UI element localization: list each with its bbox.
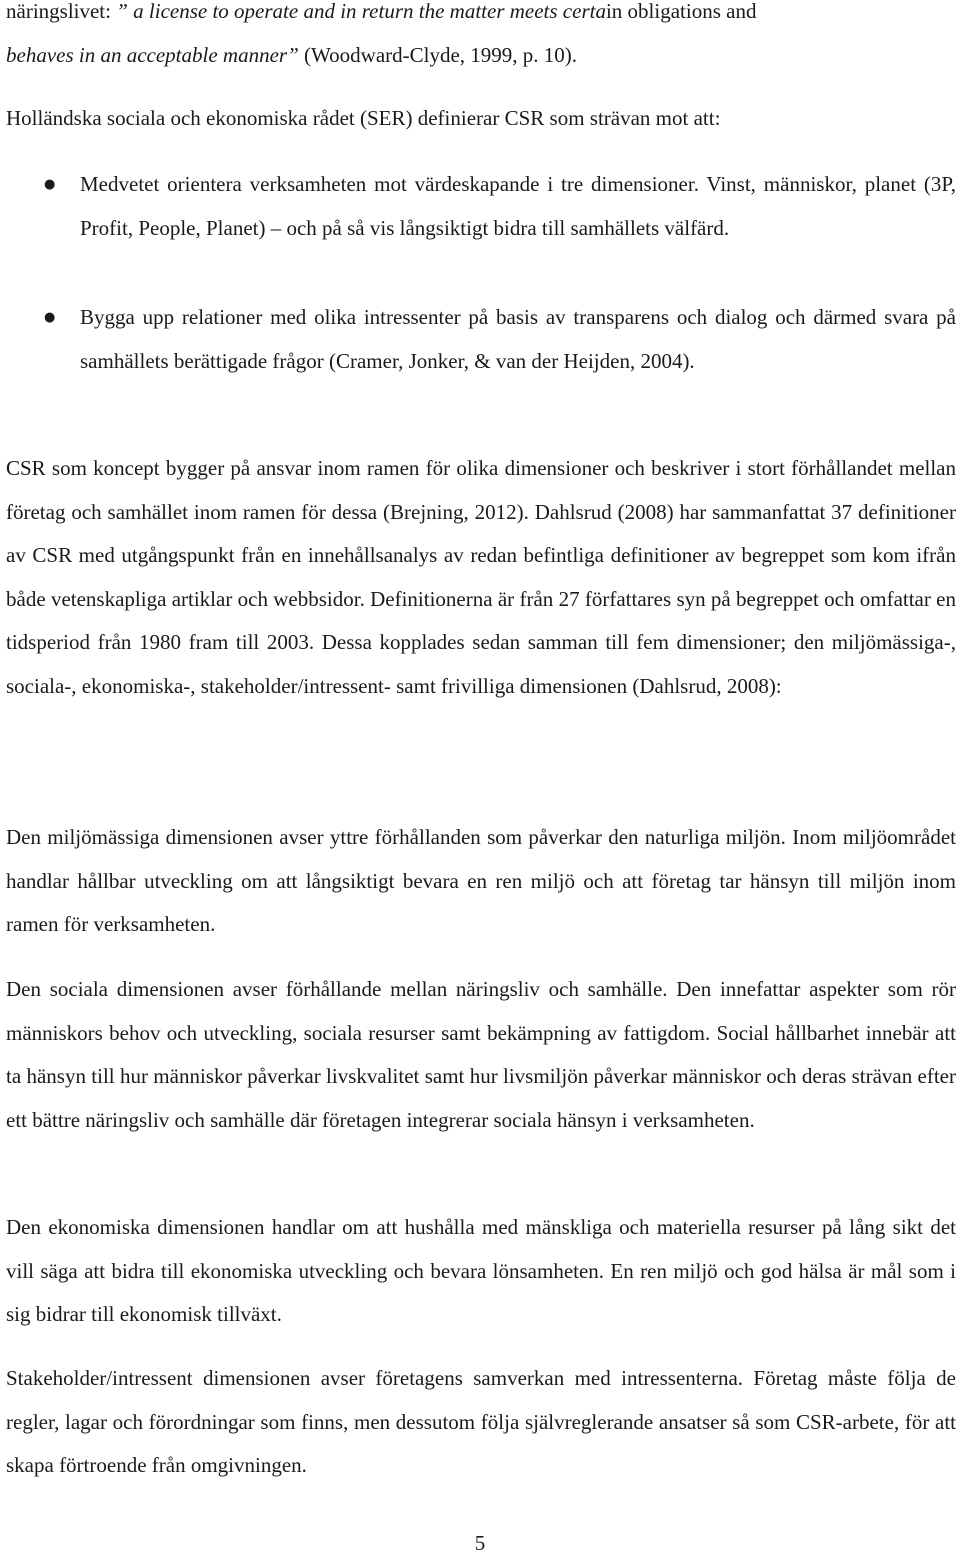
- paragraph-license-quote: [6, 0, 956, 77]
- paragraph-social-dimension: Den sociala dimensionen avser förhållande mellan näringsliv och samhälle. Den innefattar aspekter som rör människors behov och utveckling, sociala resurser samt bekämpning av fattigdom. Social hållbarhet innebär att ta hänsyn till hur människor påverkar livskvalitet samt hur livsmiljön påverkar människor och deras strävan efter ett bättre näringsliv och samhälle där företagen integrerar sociala hänsyn i verksamheten.: [6, 977, 956, 1132]
- paragraph-ser-intro: Holländska sociala och ekonomiska rådet (SER) definierar CSR som strävan mot att:: [6, 106, 721, 130]
- italic-quote: ” a license to operate and in return the matter meets certa: [116, 0, 606, 23]
- paragraph-economic-dimension: Den ekonomiska dimensionen handlar om att hushålla med mänskliga och materiella resurser på lång sikt det vill säga att bidra till ekonomiska utveckling och bevara lönsamheten. En ren miljö och god hälsa är mål som i sig bidrar till ekonomisk tillväxt.: [6, 1215, 956, 1326]
- bullet-icon: ●: [44, 177, 56, 192]
- paragraph-csr-concept: CSR som koncept bygger på ansvar inom ramen för olika dimensioner och beskriver i stort förhållandet mellan företag och samhället inom ramen för dessa (Brejning, 2012). Dahlsrud (2008) har sammanfattat 37 definitioner av CSR med utgångspunkt från en innehållsanalys av redan befintliga definitioner av begreppet som kom ifrån både vetenskapliga artiklar och webbsidor. Definitionerna är från 27 författares syn på begreppet och omfattar en tidsperiod från 1980 fram till 2003. Dessa kopplades sedan samman till fem dimensioner; den miljömässiga-, sociala-, ekonomiska-, stakeholder/intressent- samt frivilliga dimensionen (Dahlsrud, 2008):: [6, 456, 956, 698]
- bullet-item-1: Medvetet orientera verksamheten mot värdeskapande i tre dimensioner. Vinst, människor, planet (3P, Profit, People, Planet) – och på så vis långsiktigt bidra till samhällets välfärd.: [80, 172, 956, 240]
- citation: (Woodward-Clyde, 1999, p. 10).: [298, 42, 578, 67]
- text-run: in obligations and: [605, 0, 757, 23]
- text-run: näringslivet:: [6, 0, 117, 23]
- paragraph-stakeholder-dimension: Stakeholder/intressent dimensionen avser företagens samverkan med intressenterna. Företag måste följa de regler, lagar och förordningar som finns, men dessutom följa självreglerande ansatser så som CSR-arbete, för att skapa förtroende från omgivningen.: [6, 1366, 956, 1477]
- bullet-item-2: Bygga upp relationer med olika intressenter på basis av transparens och dialog och därmed svara på samhällets berättigade frågor (Cramer, Jonker, & van der Heijden, 2004).: [80, 305, 956, 373]
- bullet-icon: ●: [44, 310, 56, 325]
- page-number: 5: [474, 1531, 486, 1553]
- paragraph-environmental-dimension: Den miljömässiga dimensionen avser yttre förhållanden som påverkar den naturliga miljön. Inom miljöområdet handlar hållbar utveckling om att långsiktigt bevara en ren miljö och att företag tar hänsyn till miljön inom ramen för verksamheten.: [6, 825, 956, 936]
- italic-quote: behaves in an acceptable manner”: [6, 42, 299, 67]
